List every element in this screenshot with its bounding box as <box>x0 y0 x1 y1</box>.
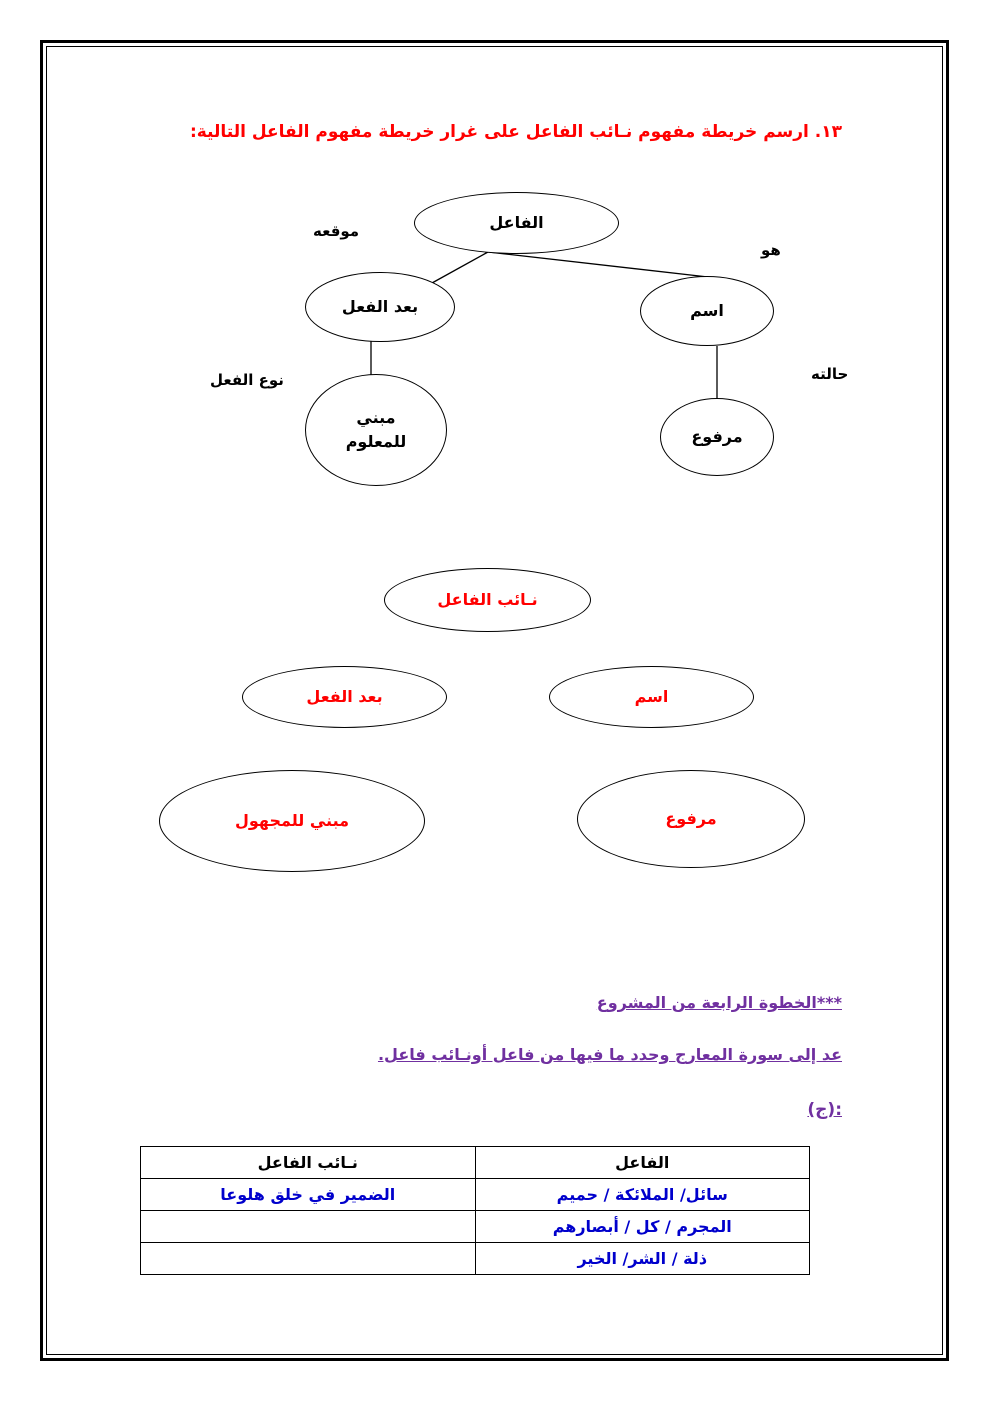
instruction-text: عد إلى سورة المعارج وحدد ما فيها من فاعل أونـائب فاعل. <box>377 1045 842 1064</box>
map1-left-node <box>305 272 455 342</box>
map1-left-leaf <box>305 374 447 486</box>
cell-subject-1: سائل/ الملائكة / حميم <box>475 1179 810 1211</box>
cell-subject-3: ذلة / الشر/ الخير <box>475 1243 810 1275</box>
header-deputy-subject: نـائب الفاعل <box>141 1147 476 1179</box>
map2-root-node <box>384 568 591 632</box>
map1-root-node <box>414 192 619 254</box>
table-row <box>141 1179 810 1211</box>
map2-right-node <box>549 666 754 728</box>
map1-right-label: اسم <box>690 301 724 320</box>
map1-right-leaf-label: مرفوع <box>691 427 743 446</box>
map2-right-leaf <box>577 770 805 868</box>
subject-table <box>140 1146 810 1275</box>
map2-left-leaf-label: مبني للمجهول <box>235 811 349 830</box>
map2-right-label: اسم <box>634 687 669 706</box>
map1-root-label: الفاعل <box>489 213 544 232</box>
table-row <box>141 1211 810 1243</box>
map2-left-leaf <box>159 770 425 872</box>
cell-subject-2: المجرم / كل / أبصارهم <box>475 1211 810 1243</box>
line-root-right <box>488 252 708 277</box>
step-four-heading: ***الخطوة الرابعة من المشروع <box>596 993 842 1012</box>
table-row <box>141 1243 810 1275</box>
map1-left-leaf-line1: مبني <box>356 408 396 427</box>
label-position: موقعه <box>313 222 360 240</box>
question-13: ١٣. ارسم خريطة مفهوم نـائب الفاعل على غرار خريطة مفهوم الفاعل التالية: <box>189 122 842 142</box>
map1-right-leaf <box>660 398 774 476</box>
cell-deputy-2 <box>141 1211 476 1243</box>
label-state: حالته <box>811 365 849 383</box>
header-subject: الفاعل <box>475 1147 810 1179</box>
answer-label: :(ج) <box>807 1100 842 1120</box>
map2-left-node <box>242 666 447 728</box>
map1-left-leaf-line2: للمعلوم <box>345 432 407 451</box>
line-root-left <box>432 252 488 283</box>
label-verb-type: نوع الفعل <box>210 371 284 389</box>
map1-right-node <box>640 276 774 346</box>
label-is: هو <box>761 241 781 259</box>
table-header-row <box>141 1147 810 1179</box>
map2-left-label: بعد الفعل <box>306 687 383 706</box>
map2-root-label: نـائب الفاعل <box>437 590 538 609</box>
map2-right-leaf-label: مرفوع <box>665 809 717 828</box>
cell-deputy-3 <box>141 1243 476 1275</box>
cell-deputy-1: الضمير في خلق هلوعا <box>141 1179 476 1211</box>
map1-left-label: بعد الفعل <box>341 297 419 316</box>
